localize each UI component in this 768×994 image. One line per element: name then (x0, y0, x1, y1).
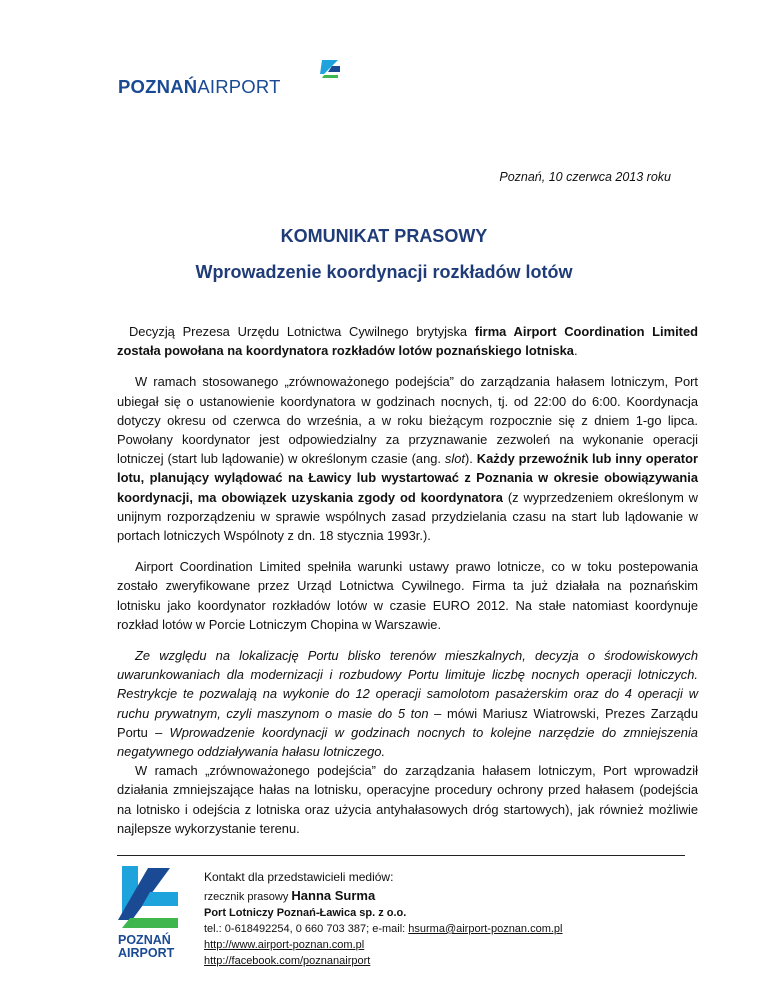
logo-wordmark-part1: POZNAŃ (118, 76, 198, 97)
paragraph-5: W ramach „zrównoważonego podejścia” do zarządzania hałasem lotniczym, Port wprowadził działania zmniejszające hałas na lotnisku, operacyjne procedury ochrony przed hałasem (podejścia na lotnisko i odejścia z lotniska oraz użycia antyhałasowych dróg startowych), jak również możliwie najlepsze wykorzystanie terenu. (117, 763, 698, 836)
p4-quote-2: Wprowadzenie koordynacji w godzinach nocnych to kolejne narzędzie do zmniejszenia negatywnego oddziaływania hałasu lotniczego. (117, 724, 698, 760)
website-link[interactable]: http://www.airport-poznan.com.pl (204, 939, 365, 951)
airport-symbol-icon (318, 58, 342, 80)
p2-mid: ). (464, 451, 477, 467)
p2-bold: Każdy przewoźnik lub inny operator lotu, planujący wylądować na Ławicy lub wystartować z Poznania w okresie obowiązywania koordynacji, ma obowiązek uzyskania zgody od koordynatora (117, 451, 698, 505)
facebook-link[interactable]: http://facebook.com/poznanairport (204, 955, 371, 967)
p4-quote: Ze względu na lokalizację Portu blisko terenów mieszkalnych, decyzja o środowiskowych uwarunkowaniach dla modernizacji i rozbudowy Portu limituje liczbę nocnych operacji lotniczych. Restrykcje te pozwalają na wykonie do 12 operacji samolotom pasażerskim oraz do 4 operacji w ruchu prywatnym, czyli maszynom o masie do 5 ton (117, 648, 698, 721)
email-link[interactable]: hsurma@airport-poznan.com.pl (408, 923, 563, 935)
date-line: Poznań, 10 czerwca 2013 roku (499, 170, 671, 184)
footer-logo-line2: AIRPORT (118, 946, 175, 960)
page-title: KOMUNIKAT PRASOWY (280, 226, 488, 246)
press-release-body (117, 322, 698, 838)
spokesperson-name: Hanna Surma (291, 888, 376, 903)
contact-title: Kontakt dla przedstawicieli mediów: (204, 870, 394, 884)
p2-slot: slot (444, 451, 465, 467)
p1-end: . (573, 343, 578, 359)
p2-text: W ramach stosowanego „zrównoważonego podejścia” do zarządzania hałasem lotniczym, Port ubiegał się o ustanowienie koordynatora w godzinach nocnych, tj. od 22:00 do 6:00. Koordynacja dotyczy okresu od czerwca do września, a w roku bieżącym rozpocznie się z dniem 1-go lipca. Powołany koordynator jest odpowiedzialny za przyznawanie zezwoleń na wykonanie operacji lotniczej (start lub lądowanie) w określonym czasie (ang. (117, 374, 698, 467)
phone-email-line (204, 921, 563, 937)
airport-symbol-large-icon (108, 862, 188, 934)
footer-logo-line1: POZNAŃ (118, 933, 171, 947)
footer-logo-text (118, 934, 174, 960)
footer-logo (108, 862, 188, 962)
logo-wordmark-part2: AIRPORT (197, 76, 281, 97)
p2-end: (z wyprzedzeniem określonym w unijnym rozporządzeniu w sprawie wspólnych zasad przydzielania czasu na start lub lądowanie w portach lotniczych Wspólnoty z dn. 18 stycznia 1993r.). (117, 489, 698, 544)
company-name: Port Lotniczy Poznań-Ławica sp. z o.o. (204, 907, 407, 919)
page-subtitle: Wprowadzenie koordynacji rozkładów lotów (195, 262, 573, 282)
contact-block (204, 870, 563, 969)
p4-attribution: – mówi Mariusz Wiatrowski, Prezes Zarządu Portu – (117, 705, 698, 740)
spokesperson-role: rzecznik prasowy (204, 891, 292, 903)
poznan-airport-logo (118, 58, 348, 98)
footer-divider (117, 855, 685, 856)
paragraph-3: Airport Coordination Limited spełniła warunki ustawy prawo lotnicze, co w toku postepowania zostało zweryfikowane przez Urząd Lotnictwa Cywilnego. Firma ta już działała na poznańskim lotnisku jako koordynator rozkładów lotów w czasie EURO 2012. Na stałe natomiast koordynuje rozkład lotów w Porcie Lotniczym Chopina w Warszawie. (117, 559, 698, 632)
paragraph-1 (117, 322, 698, 360)
paragraph-4 (117, 646, 698, 761)
paragraph-2 (117, 372, 698, 545)
p1-text: Decyzją Prezesa Urzędu Lotnictwa Cywilnego brytyjska (129, 324, 475, 339)
phone-numbers: tel.: 0-618492254, 0 660 703 387; e-mail: (204, 923, 409, 935)
spokesperson-line (204, 888, 563, 905)
logo-wordmark (118, 76, 281, 98)
p1-bold: firma Airport Coordination Limited została powołana na koordynatora rozkładów lotów poznańskiego lotniska (117, 324, 698, 359)
